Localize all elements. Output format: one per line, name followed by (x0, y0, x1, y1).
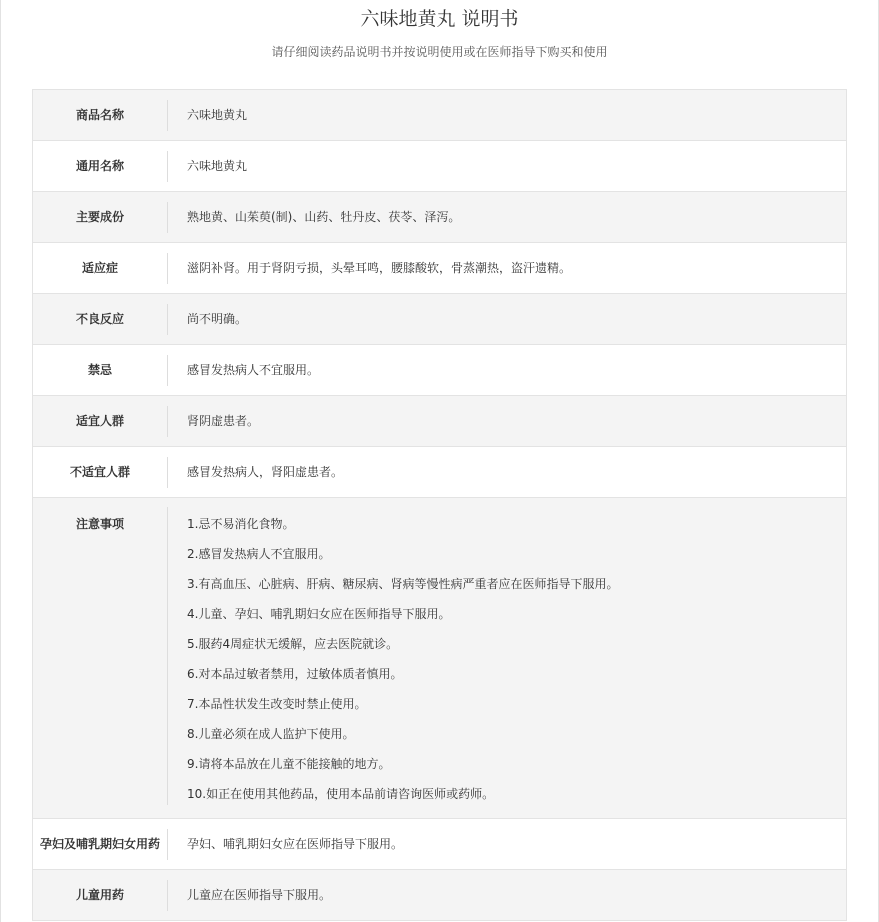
list-item: 3.有高血压、心脏病、肝病、糖尿病、肾病等慢性病严重者应在医师指导下服用。 (187, 577, 619, 591)
row-label: 商品名称 (75, 108, 124, 122)
row-precautions (33, 498, 846, 819)
row-label: 禁忌 (87, 363, 112, 377)
row-value: 孕妇、哺乳期妇女应在医师指导下服用。 (187, 837, 404, 851)
row-value: 六味地黄丸 (187, 108, 248, 122)
list-item: 8.儿童必须在成人监护下使用。 (187, 727, 355, 741)
list-item: 10.如正在使用其他药品，使用本品前请咨询医师或药师。 (187, 787, 495, 801)
spec-table (32, 89, 847, 921)
row-ingredients (33, 192, 846, 243)
column-divider (167, 355, 168, 386)
row-value: 滋阴补肾。用于肾阴亏损，头晕耳鸣，腰膝酸软，骨蒸潮热，盗汗遗精。 (187, 261, 572, 275)
row-value: 感冒发热病人，肾阳虚患者。 (187, 465, 344, 479)
row-label: 不良反应 (75, 312, 124, 326)
column-divider (167, 406, 168, 437)
list-item: 7.本品性状发生改变时禁止使用。 (187, 697, 367, 711)
row-suitable-population (33, 396, 846, 447)
row-adverse-reactions (33, 294, 846, 345)
row-value: 熟地黄、山茱萸(制)、山药、牡丹皮、茯苓、泽泻。 (187, 210, 461, 224)
row-value: 六味地黄丸 (187, 159, 248, 173)
row-pregnancy-lactation (33, 819, 846, 870)
row-value: 儿童应在医师指导下服用。 (187, 888, 332, 902)
row-label: 适宜人群 (75, 414, 124, 428)
row-label: 主要成份 (75, 210, 124, 224)
list-item: 9.请将本品放在儿童不能接触的地方。 (187, 757, 391, 771)
row-label: 孕妇及哺乳期妇女用药 (39, 837, 160, 851)
list-item: 5.服药4周症状无缓解，应去医院就诊。 (187, 637, 399, 651)
list-item: 1.忌不易消化食物。 (187, 517, 295, 531)
row-value: 感冒发热病人不宜服用。 (187, 363, 320, 377)
column-divider (167, 151, 168, 182)
row-label: 适应症 (81, 261, 118, 275)
row-indications (33, 243, 846, 294)
list-item: 2.感冒发热病人不宜服用。 (187, 547, 331, 561)
row-children-use (33, 870, 846, 921)
row-label: 通用名称 (75, 159, 124, 173)
column-divider (167, 880, 168, 911)
list-item: 4.儿童、孕妇、哺乳期妇女应在医师指导下服用。 (187, 607, 451, 621)
column-divider (167, 507, 168, 805)
row-value: 尚不明确。 (187, 312, 248, 326)
list-item: 6.对本品过敏者禁用，过敏体质者慎用。 (187, 667, 403, 681)
row-contraindications (33, 345, 846, 396)
row-label: 不适宜人群 (69, 465, 130, 479)
row-trade-name (33, 90, 846, 141)
column-divider (167, 253, 168, 284)
column-divider (167, 202, 168, 233)
row-generic-name (33, 141, 846, 192)
column-divider (167, 829, 168, 860)
column-divider (167, 100, 168, 131)
column-divider (167, 457, 168, 488)
page-title: 六味地黄丸 说明书 (360, 8, 519, 30)
row-label: 注意事项 (75, 517, 124, 531)
row-value: 肾阴虚患者。 (187, 414, 260, 428)
row-unsuitable-population (33, 447, 846, 498)
column-divider (167, 304, 168, 335)
page-subtitle: 请仔细阅读药品说明书并按说明使用或在医师指导下购买和使用 (271, 45, 608, 59)
precautions-list (187, 498, 846, 816)
row-label: 儿童用药 (75, 888, 124, 902)
